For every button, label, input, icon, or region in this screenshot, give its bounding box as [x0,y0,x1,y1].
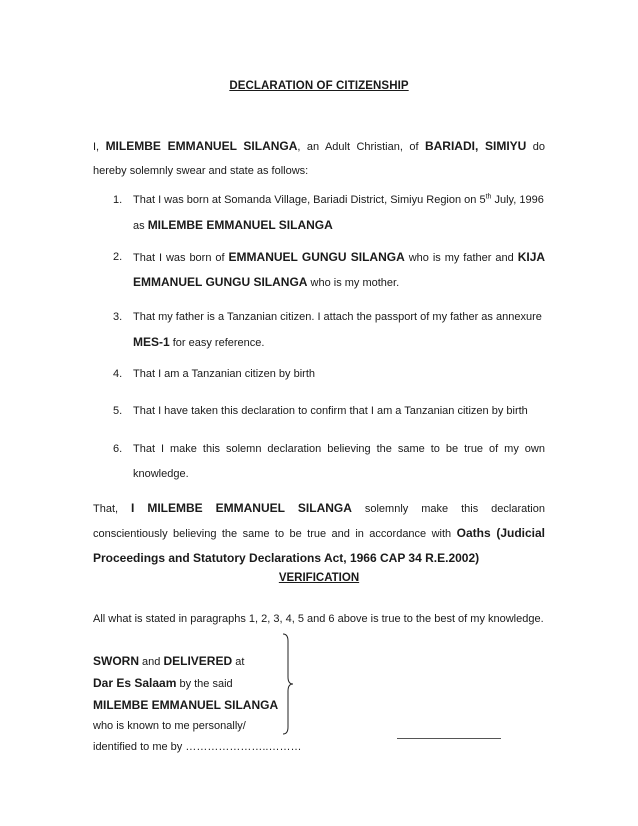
signature-line [397,738,501,739]
closing-paragraph: That, I MILEMBE EMMANUEL SILANGA solemnly make this declaration conscientiously believing the same to be true and in accordance with Oaths (Judicial Proceedings and Statutory Declarations Act, 1966 CAP 34 R.E.2002) [93,501,545,565]
document-title: DECLARATION OF CITIZENSHIP [229,80,409,92]
declarant-place: BARIADI, SIMIYU [424,139,527,153]
document-page: DECLARATION OF CITIZENSHIP I, MILEMBE EMMANUEL SILANGA, an Adult Christian, of BARIADI, SIMIYU do hereby solemnly swear and state as follows: 1. That I was born at Somanda Village, Bariadi District, Simiyu Region on 5th July, 1996 as MILEMBE EMMANUEL SILANGA 2. That I was born of EMMANUEL GUNGU SILANGA who is my father and KIJA EMMANUEL GUNGU SILANGA who is my mother. 3. That my father is a Tanzanian citizen. I attach the passport of my father as annexure MES-1 for easy reference. 4. That I am a Tanzanian citizen by birth 5. That I have taken this declaration to confirm that I am a Tanzanian citizen by birth 6. That I make this solemn declaration believing the same to be true of my own knowledge. That, I MILEMBE EMMANUEL SILANGA solemnly make this declaration conscientiously believing the same to be true and in accordance with Oaths (Judicial Proceedings and Statutory Declarations Act, 1966 CAP 34 R.E.2002) VERIFICATION All what is stated in paragraphs 1, 2, 3, 4, 5 and 6 above is true to the best of my knowledge. SWORN and DELIVERED at Dar Es Salaam by the said MILEMBE EMMANUEL SILANGA who is known to me personally/ identified to me by …………………..……… [0,0,638,826]
right-brace-icon [280,633,296,735]
verification-heading: VERIFICATION [278,572,360,584]
sworn-block: SWORN and DELIVERED at Dar Es Salaam by the said MILEMBE EMMANUEL SILANGA who is known to me personally/ identified to me by …………………..……… [93,654,302,753]
act-reference-cont: Proceedings and Statutory Declarations Act, 1966 CAP 34 R.E.2002) [93,551,480,565]
intro-paragraph [93,134,545,184]
intro-line-1: I, MILEMBE EMMANUEL SILANGA, an Adult Christian, of BARIADI, SIMIYU do [93,139,545,153]
intro-line-2: hereby solemnly swear and state as follows: [93,165,309,177]
declarant-name: MILEMBE EMMANUEL SILANGA [105,139,298,153]
act-reference: Oaths (Judicial [456,526,545,540]
verification-text: All what is stated in paragraphs 1, 2, 3, 4, 5 and 6 above is true to the best of my knowledge. [93,613,544,625]
annexure-label: MES-1 [133,335,170,349]
